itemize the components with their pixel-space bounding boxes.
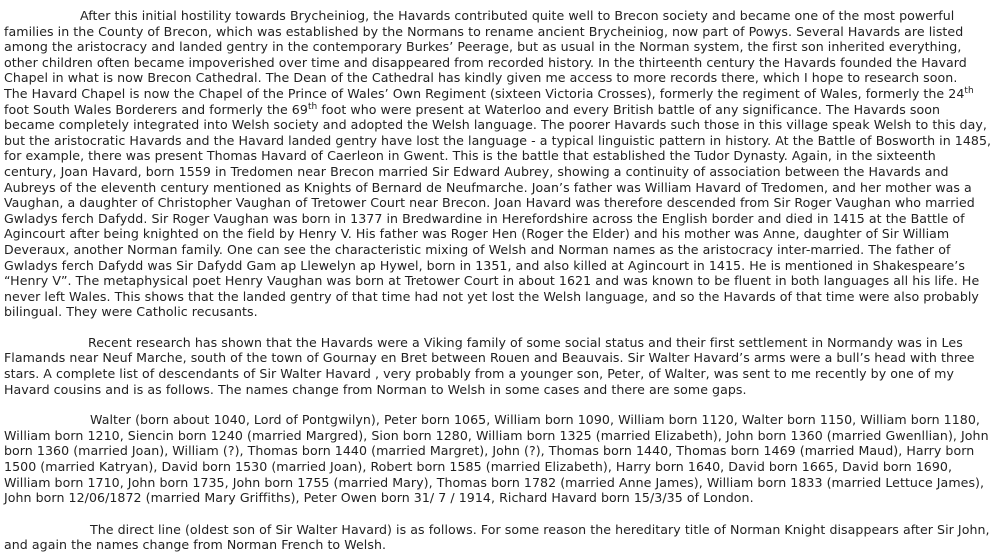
paragraph-text: foot who were present at Waterloo and every British battle of any significance. The Havards soon became completely integrated into Welsh society and adopted the Welsh language. The poorer Havards such those in this village speak Welsh to this day, but the aristocratic Havards and the Havard landed gentry have lost the language - a typical linguistic pattern in history. At the Battle of Bosworth in 1485, for example, there was present Thomas Havard of Caerleon in Gwent. This is the battle that established the Tudor Dynasty. Again, in the sixteenth century, Joan Havard, born 1559 in Tredomen near Brecon married Sir Edward Aubrey, showing a continuity of association between the Havards and Aubreys of the eleventh century mentioned as Knights of Bernard de Neufmarche. Joan’s father was William Havard of Tredomen, and her mother was a Vaughan, a daughter of Christopher Vaughan of Tretower Court near Brecon. Joan Havard was therefore descended from Sir Roger Vaughan who married Gwladys ferch Dafydd. Sir Roger Vaughan was born in 1377 in Bredwardine in Herefordshire across the English border and died in 1415 at the Battle of Agincourt after being knighted on the field by Henry V. His father was Roger Hen (Roger the Elder) and his mother was Anne, daughter of Sir William Deveraux, another Norman family. One can see the characteristic mixing of Welsh and Norman names as the aristocracy inter-married. The father of Gwladys ferch Dafydd was Sir Dafydd Gam ap Llewelyn ap Hywel, born in 1351, and also killed at Agincourt in 1415. He is mentioned in Shakespeare’s “Henry V”. The metaphysical poet Henry Vaughan was born at Tretower Court in about 1621 and was known to be fluent in both languages all his life. He never left Wales. This shows that the landed gentry of that time had not yet lost the Welsh language, and so the Havards of that time were also probably bilingual. They were Catholic recusants. <box>4 101 992 320</box>
paragraph-text: The Havard Chapel is now the Chapel of the Prince of Wales’ Own Regiment (sixteen Victoria Crosses), formerly the regiment of Wales, formerly the 24 <box>4 85 965 101</box>
paragraph-havard-chapel <box>4 86 992 320</box>
superscript-ordinal: th <box>307 101 318 112</box>
paragraph-text: foot South Wales Borderers and formerly the 69 <box>4 101 308 117</box>
paragraph-direct-line: The direct line (oldest son of Sir Walter Havard) is as follows. For some reason the hereditary title of Norman Knight disappears after Sir John, and again the names change from Norman French to Welsh. <box>4 521 990 553</box>
paragraph-descendants-list: Walter (born about 1040, Lord of Pontgwilyn), Peter born 1065, William born 1090, William born 1120, Walter born 1150, William born 1180, William born 1210, Siencin born 1240 (married Margred), Sion born 1280, William born 1325 (married Elizabeth), John born 1360 (married Gwenllian), John born 1360 (married Joan), William (?), Thomas born 1440 (married Margret), John (?), Thomas born 1440, Thomas born 1469 (married Maud), Harry born 1500 (married Katryan), David born 1530 (married Joan), Robert born 1585 (married Elizabeth), Harry born 1640, David born 1665, David born 1690, William born 1710, John born 1735, John born 1755 (married Mary), Thomas born 1782 (married Anne James), William born 1833 (married Lettuce James), John born 12/06/1872 (married Mary Griffiths), Peter Owen born 31/ 7 / 1914, Richard Havard born 15/3/35 of London. <box>4 412 989 506</box>
paragraph-brecon-society: After this initial hostility towards Brycheiniog, the Havards contributed quite well to Brecon society and became one of the most powerful families in the County of Brecon, which was established by the Normans to rename ancient Brycheiniog, now part of Powys. Several Havards are listed among the aristocracy and landed gentry in the contemporary Burkes’ Peerage, but as usual in the Norman system, the first son inherited everything, other children often became impoverished over time and disappeared from recorded history. In the thirteenth century the Havards founded the Havard Chapel in what is now Brecon Cathedral. The Dean of the Cathedral has kindly given me access to more records there, which I hope to research soon. <box>4 8 967 86</box>
superscript-ordinal: th <box>964 85 974 96</box>
document-body <box>4 8 992 553</box>
paragraph-viking-origins: Recent research has shown that the Havards were a Viking family of some social status and their first settlement in Normandy was in Les Flamands near Neuf Marche, south of the town of Gournay en Bret between Rouen and Beauvais. Sir Walter Havard’s arms were a bull’s head with three stars. A complete list of descendants of Sir Walter Havard , very probably from a younger son, Peter, of Walter, was sent to me recently by one of my Havard cousins and is as follows. The names change from Norman to Welsh in some cases and there are some gaps. <box>4 334 975 397</box>
